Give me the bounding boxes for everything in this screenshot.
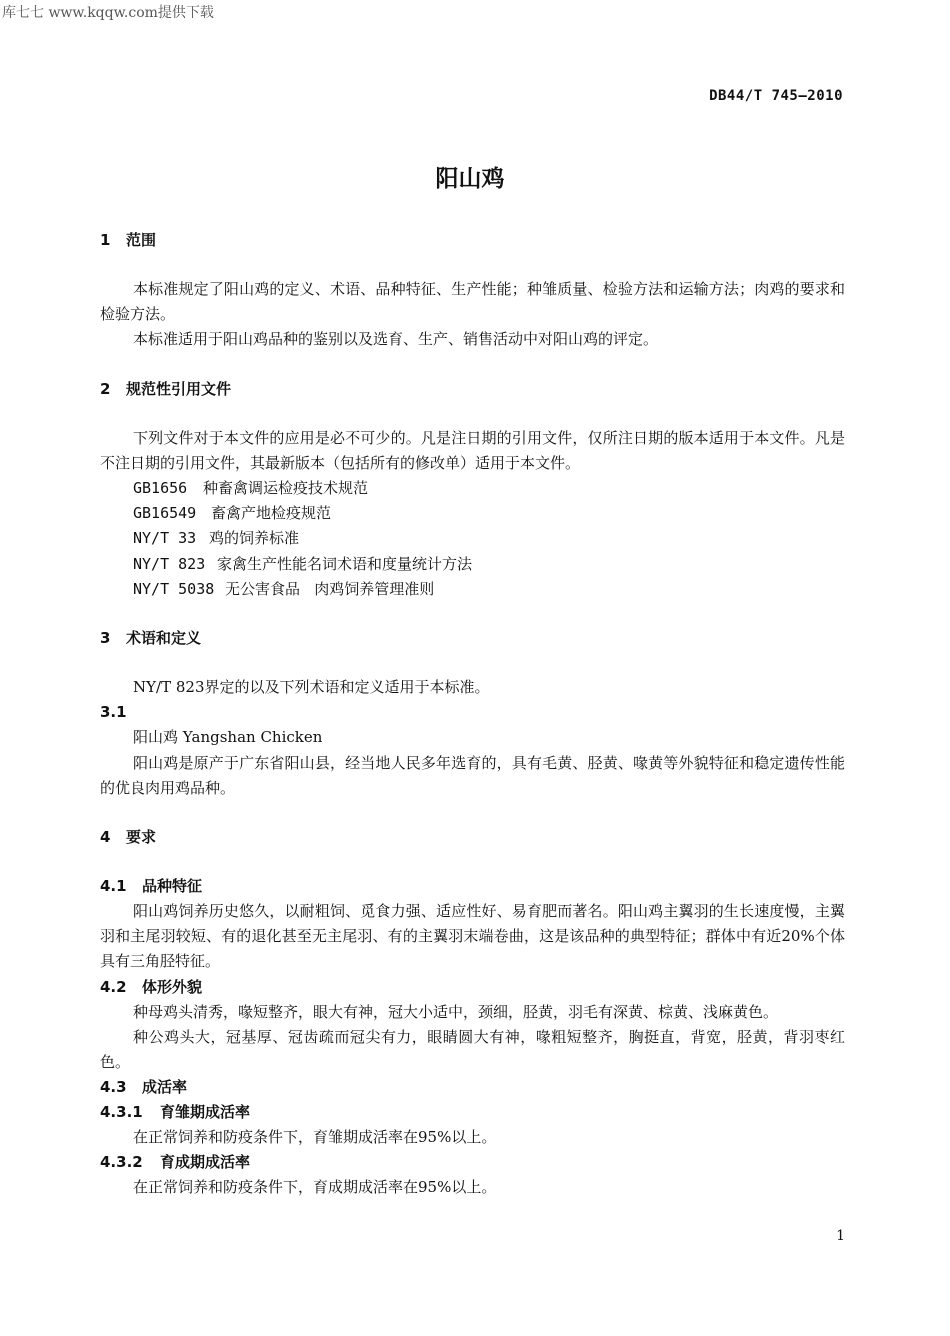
subsection-title: 成活率 <box>142 1078 188 1097</box>
paragraph: 种公鸡头大，冠基厚、冠齿疏而冠尖有力，眼睛圆大有神，喙粗短整齐，胸挺直，背宽，胫黄，背羽枣红色。 <box>100 1027 845 1072</box>
reference-code: GB16549 <box>133 504 197 523</box>
paragraph: 本标准规定了阳山鸡的定义、术语、品种特征、生产性能；种雏质量、检验方法和运输方法；肉鸡的要求和检验方法。 <box>100 280 845 324</box>
section-title: 范围 <box>126 231 157 249</box>
paragraph: 在正常饲养和防疫条件下，育成期成活率在95%以上。 <box>133 1178 497 1197</box>
paragraph: 本标准适用于阳山鸡品种的鉴别以及选育、生产、销售活动中对阳山鸡的评定。 <box>133 330 659 349</box>
document-body <box>100 228 845 1201</box>
section-number: 1 <box>100 231 111 249</box>
subsection-heading <box>100 1075 845 1100</box>
subsection-number: 4.1 <box>100 877 127 896</box>
subsection-number: 3.1 <box>100 703 127 722</box>
subsubsection-heading <box>100 1100 845 1125</box>
reference-code: GB1656 <box>133 479 188 498</box>
page-number: 1 <box>836 1228 845 1244</box>
subsubsection-heading <box>100 1150 845 1175</box>
page-title: 阳山鸡 <box>435 166 505 192</box>
section-title: 规范性引用文件 <box>126 379 232 398</box>
subsection-number: 4.2 <box>100 977 127 996</box>
section-number: 2 <box>100 379 111 398</box>
subsection-number: 4.3 <box>100 1078 127 1097</box>
paragraph: 阳山鸡饲养历史悠久，以耐粗饲、觅食力强、适应性好、易育肥而著名。阳山鸡主翼羽的生长速度慢，主翼羽和主尾羽较短、有的退化甚至无主尾羽、有的主翼羽末端卷曲，这是该品种的典型特征；群体中有近20%个体具有三角胫特征。 <box>100 902 845 971</box>
reference-item <box>100 526 845 551</box>
section-heading <box>100 626 845 651</box>
section-heading <box>100 228 845 253</box>
section-number: 4 <box>100 828 111 847</box>
paragraph: 下列文件对于本文件的应用是必不可少的。凡是注日期的引用文件，仅所注日期的版本适用于本文件。凡是不注日期的引用文件，其最新版本（包括所有的修改单）适用于本文件。 <box>100 428 845 472</box>
reference-item <box>100 552 845 577</box>
subsection-heading <box>100 975 845 1000</box>
reference-title: 畜禽产地检疫规范 <box>211 504 332 523</box>
term-entry: 阳山鸡 Yangshan Chicken <box>133 728 323 747</box>
subsection-title: 品种特征 <box>142 877 203 896</box>
subsubsection-number: 4.3.2 <box>100 1153 143 1172</box>
reference-item <box>100 476 845 501</box>
paragraph: NY/T 823界定的以及下列术语和定义适用于本标准。 <box>133 678 490 697</box>
paragraph: 种母鸡头清秀，喙短整齐，眼大有神，冠大小适中，颈细，胫黄，羽毛有深黄、棕黄、浅麻黄色。 <box>133 1002 779 1021</box>
subsubsection-title: 育雏期成活率 <box>160 1103 251 1122</box>
document-id: DB44/T 745—2010 <box>709 88 843 104</box>
paragraph: 在正常饲养和防疫条件下，育雏期成活率在95%以上。 <box>133 1128 497 1147</box>
watermark: 库七七 www.kqqw.com提供下载 <box>2 5 214 21</box>
subsection-title: 体形外貌 <box>142 977 203 996</box>
section-heading <box>100 377 845 402</box>
term-definition: 阳山鸡是原产于广东省阳山县，经当地人民多年选育的，具有毛黄、胫黄、喙黄等外貌特征和稳定遗传性能的优良肉用鸡品种。 <box>100 753 845 797</box>
section-title: 术语和定义 <box>126 629 202 648</box>
reference-code: NY/T 823 <box>133 554 206 573</box>
section-heading <box>100 825 845 850</box>
reference-item <box>100 501 845 526</box>
subsubsection-title: 育成期成活率 <box>160 1153 251 1172</box>
subsection-heading <box>100 874 845 899</box>
reference-title: 家禽生产性能名词术语和度量统计方法 <box>217 554 473 573</box>
section-title: 要求 <box>126 828 157 847</box>
reference-title: 鸡的饲养标准 <box>209 529 300 548</box>
reference-code: NY/T 5038 <box>133 579 215 598</box>
reference-title: 种畜禽调运检疫技术规范 <box>203 479 369 498</box>
reference-code: NY/T 33 <box>133 529 197 548</box>
reference-title: 无公害食品 肉鸡饲养管理准则 <box>225 579 435 598</box>
reference-item <box>100 577 845 602</box>
subsubsection-number: 4.3.1 <box>100 1103 143 1122</box>
section-number: 3 <box>100 629 111 648</box>
